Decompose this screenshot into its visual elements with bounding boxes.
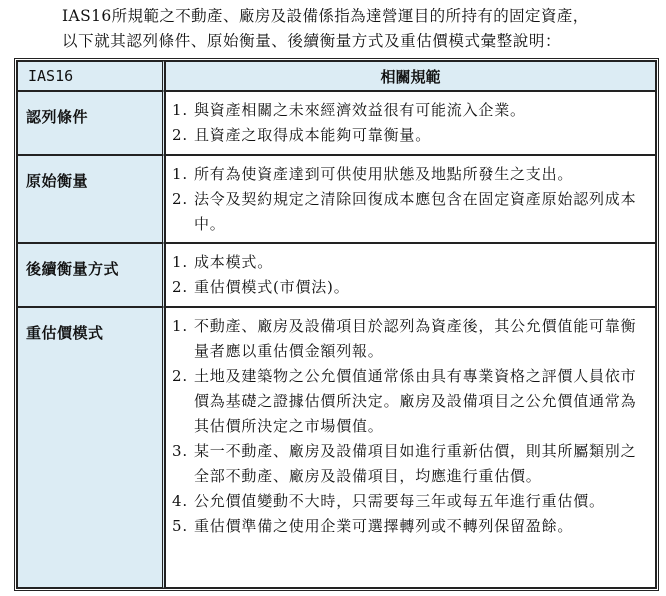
list-item: 3. 某一不動產、廠房及設備項目如進行重新估價，則其所屬類別之全部不動產、廠房及設備項目，均應進行重估價。 — [172, 442, 637, 485]
rules-cell — [165, 243, 656, 307]
category-initial-measurement: 原始衡量 — [17, 155, 165, 243]
list-item: 5. 重估價準備之使用企業可選擇轉列或不轉列保留盈餘。 — [172, 517, 574, 535]
category-revaluation-model: 重估價模式 — [17, 307, 165, 588]
rules-list — [172, 162, 647, 237]
intro-paragraph — [0, 4, 666, 54]
list-item: 1. 與資產相關之未來經濟效益很有可能流入企業。 — [172, 101, 526, 119]
category-subsequent-measurement: 後續衡量方式 — [17, 243, 165, 307]
table-header-row — [17, 61, 656, 91]
intro-line-2: 以下就其認列條件、原始衡量、後續衡量方式及重估價模式彙整說明： — [62, 32, 562, 50]
table-row — [17, 155, 656, 243]
table-row — [17, 91, 656, 155]
list-item: 2. 土地及建築物之公允價值通常係由具有專業資格之評價人員依市價為基礎之證據估價所決定。廠房及設備項目之公允價值通常為其估價所決定之市場價值。 — [172, 367, 637, 435]
category-recognition: 認列條件 — [17, 91, 165, 155]
header-related-rules: 相關規範 — [165, 61, 656, 91]
ias16-table — [14, 58, 659, 591]
list-item: 4. 公允價值變動不大時，只需要每三年或每五年進行重估價。 — [172, 492, 605, 510]
list-item: 2. 且資產之取得成本能夠可靠衡量。 — [172, 126, 432, 144]
list-item: 2. 法令及契約規定之清除回復成本應包含在固定資產原始認列成本中。 — [172, 190, 637, 233]
table-row — [17, 243, 656, 307]
list-item: 1. 所有為使資產達到可供使用狀態及地點所發生之支出。 — [172, 165, 574, 183]
intro-line-1: IAS16所規範之不動產、廠房及設備係指為達營運目的所持有的固定資產， — [62, 7, 589, 25]
rules-cell — [165, 155, 656, 243]
list-item: 1. 成本模式。 — [172, 253, 274, 271]
rules-cell — [165, 91, 656, 155]
rules-list — [172, 314, 647, 539]
list-item: 1. 不動產、廠房及設備項目於認列為資產後，其公允價值能可靠衡量者應以重估價金額列報。 — [172, 317, 637, 360]
rules-list — [172, 98, 647, 148]
rules-cell — [165, 307, 656, 588]
list-item: 2. 重估價模式(市價法)。 — [172, 278, 350, 296]
header-ias16: IAS16 — [17, 61, 165, 91]
rules-list — [172, 250, 647, 300]
table-row — [17, 307, 656, 588]
